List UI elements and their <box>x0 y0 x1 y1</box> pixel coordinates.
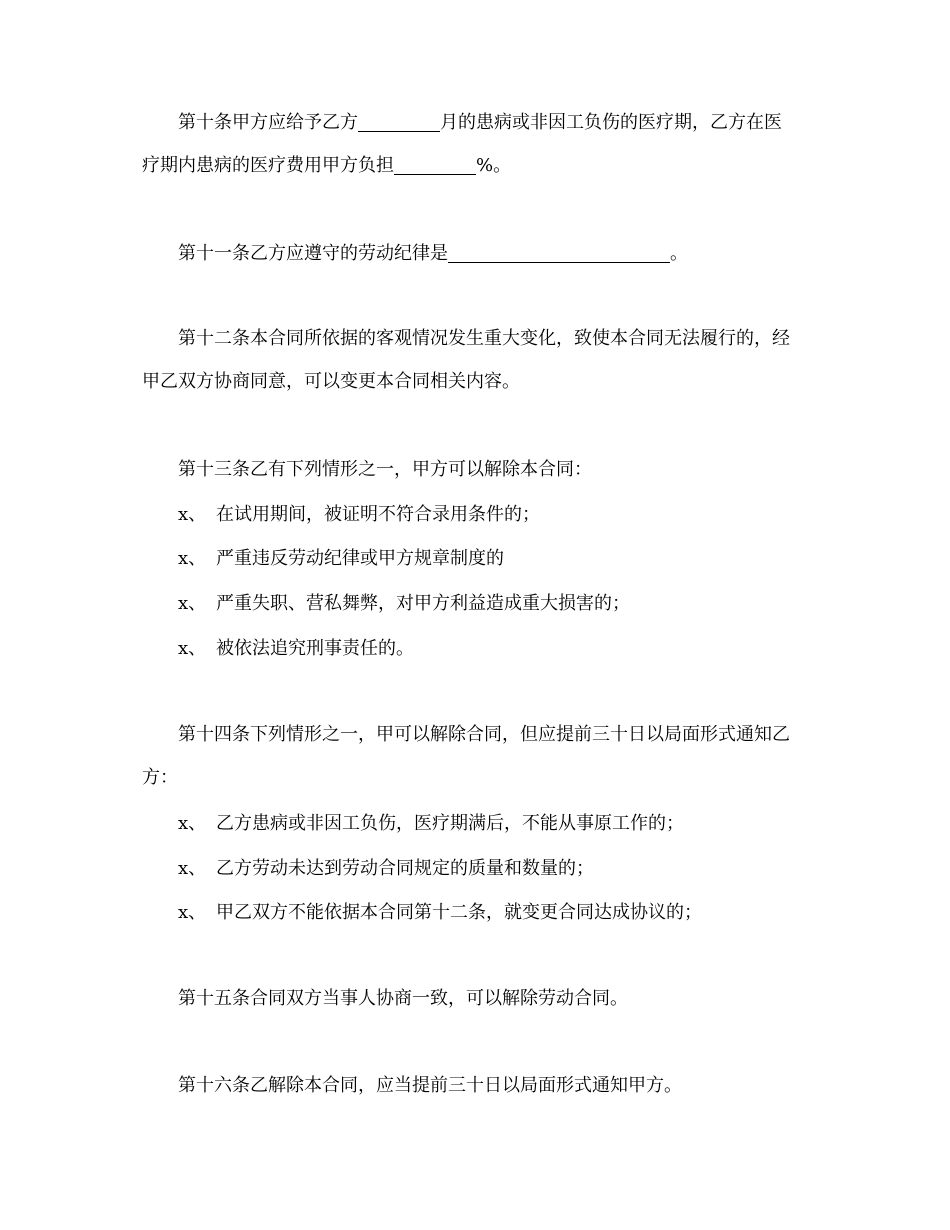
medical-cost-percent-blank <box>394 154 476 175</box>
article-14 <box>142 713 822 799</box>
article-13 <box>142 448 822 491</box>
article-12-line-1: 第十二条本合同所依据的客观情况发生重大变化，致使本合同无法履行的，经 <box>178 328 790 349</box>
list-item-text: 严重失职、营私舞弊，对甲方利益造成重大损害的； <box>216 593 630 614</box>
article-14-line-2: 方： <box>142 767 178 788</box>
article-16 <box>142 1064 822 1107</box>
article-11 <box>142 232 822 275</box>
article-13-title: 第十三条乙有下列情形之一，甲方可以解除本合同： <box>178 459 592 480</box>
list-item-text: 严重违反劳动纪律或甲方规章制度的 <box>216 548 504 569</box>
list-bullet: x、 <box>178 504 207 525</box>
list-item-text: 在试用期间，被证明不符合录用条件的； <box>216 504 540 525</box>
list-item-text: 甲乙双方不能依据本合同第十二条，就变更合同达成协议的； <box>216 902 702 923</box>
article-11-text-2: 。 <box>670 243 688 264</box>
article-10-text-3: 疗期内患病的医疗费用甲方负担 <box>142 155 394 176</box>
article-15 <box>142 977 822 1020</box>
article-12-line-2: 甲乙双方协商同意，可以变更本合同相关内容。 <box>142 371 520 392</box>
list-item <box>178 503 540 527</box>
list-item <box>178 592 630 616</box>
list-bullet: x、 <box>178 593 207 614</box>
article-10-text-2: 月的患病或非因工负伤的医疗期，乙方在医 <box>440 112 782 133</box>
sick-leave-months-blank <box>358 111 440 132</box>
list-bullet: x、 <box>178 858 207 879</box>
list-item <box>178 812 684 836</box>
article-16-text: 第十六条乙解除本合同，应当提前三十日以局面形式通知甲方。 <box>178 1075 682 1096</box>
list-item <box>178 857 594 881</box>
list-item <box>178 547 504 571</box>
list-bullet: x、 <box>178 638 207 659</box>
list-bullet: x、 <box>178 902 207 923</box>
article-14-line-1: 第十四条下列情形之一，甲可以解除合同，但应提前三十日以局面形式通知乙 <box>178 724 790 745</box>
list-bullet: x、 <box>178 548 207 569</box>
article-12 <box>142 317 822 403</box>
list-bullet: x、 <box>178 813 207 834</box>
article-11-line-1 <box>142 232 822 275</box>
article-11-text-1: 第十一条乙方应遵守的劳动纪律是 <box>178 243 448 264</box>
list-item <box>178 901 702 925</box>
list-item-text: 乙方患病或非因工负伤，医疗期满后，不能从事原工作的； <box>216 813 684 834</box>
article-10 <box>142 101 822 187</box>
article-10-line-2 <box>142 144 822 187</box>
article-10-text-1: 第十条甲方应给予乙方 <box>178 112 358 133</box>
list-item-text: 乙方劳动未达到劳动合同规定的质量和数量的； <box>216 858 594 879</box>
article-10-text-4: %。 <box>476 155 512 176</box>
article-10-line-1 <box>142 101 822 144</box>
list-item-text: 被依法追究刑事责任的。 <box>216 638 414 659</box>
article-15-text: 第十五条合同双方当事人协商一致，可以解除劳动合同。 <box>178 988 628 1009</box>
list-item <box>178 637 414 661</box>
labor-discipline-blank <box>448 242 670 263</box>
